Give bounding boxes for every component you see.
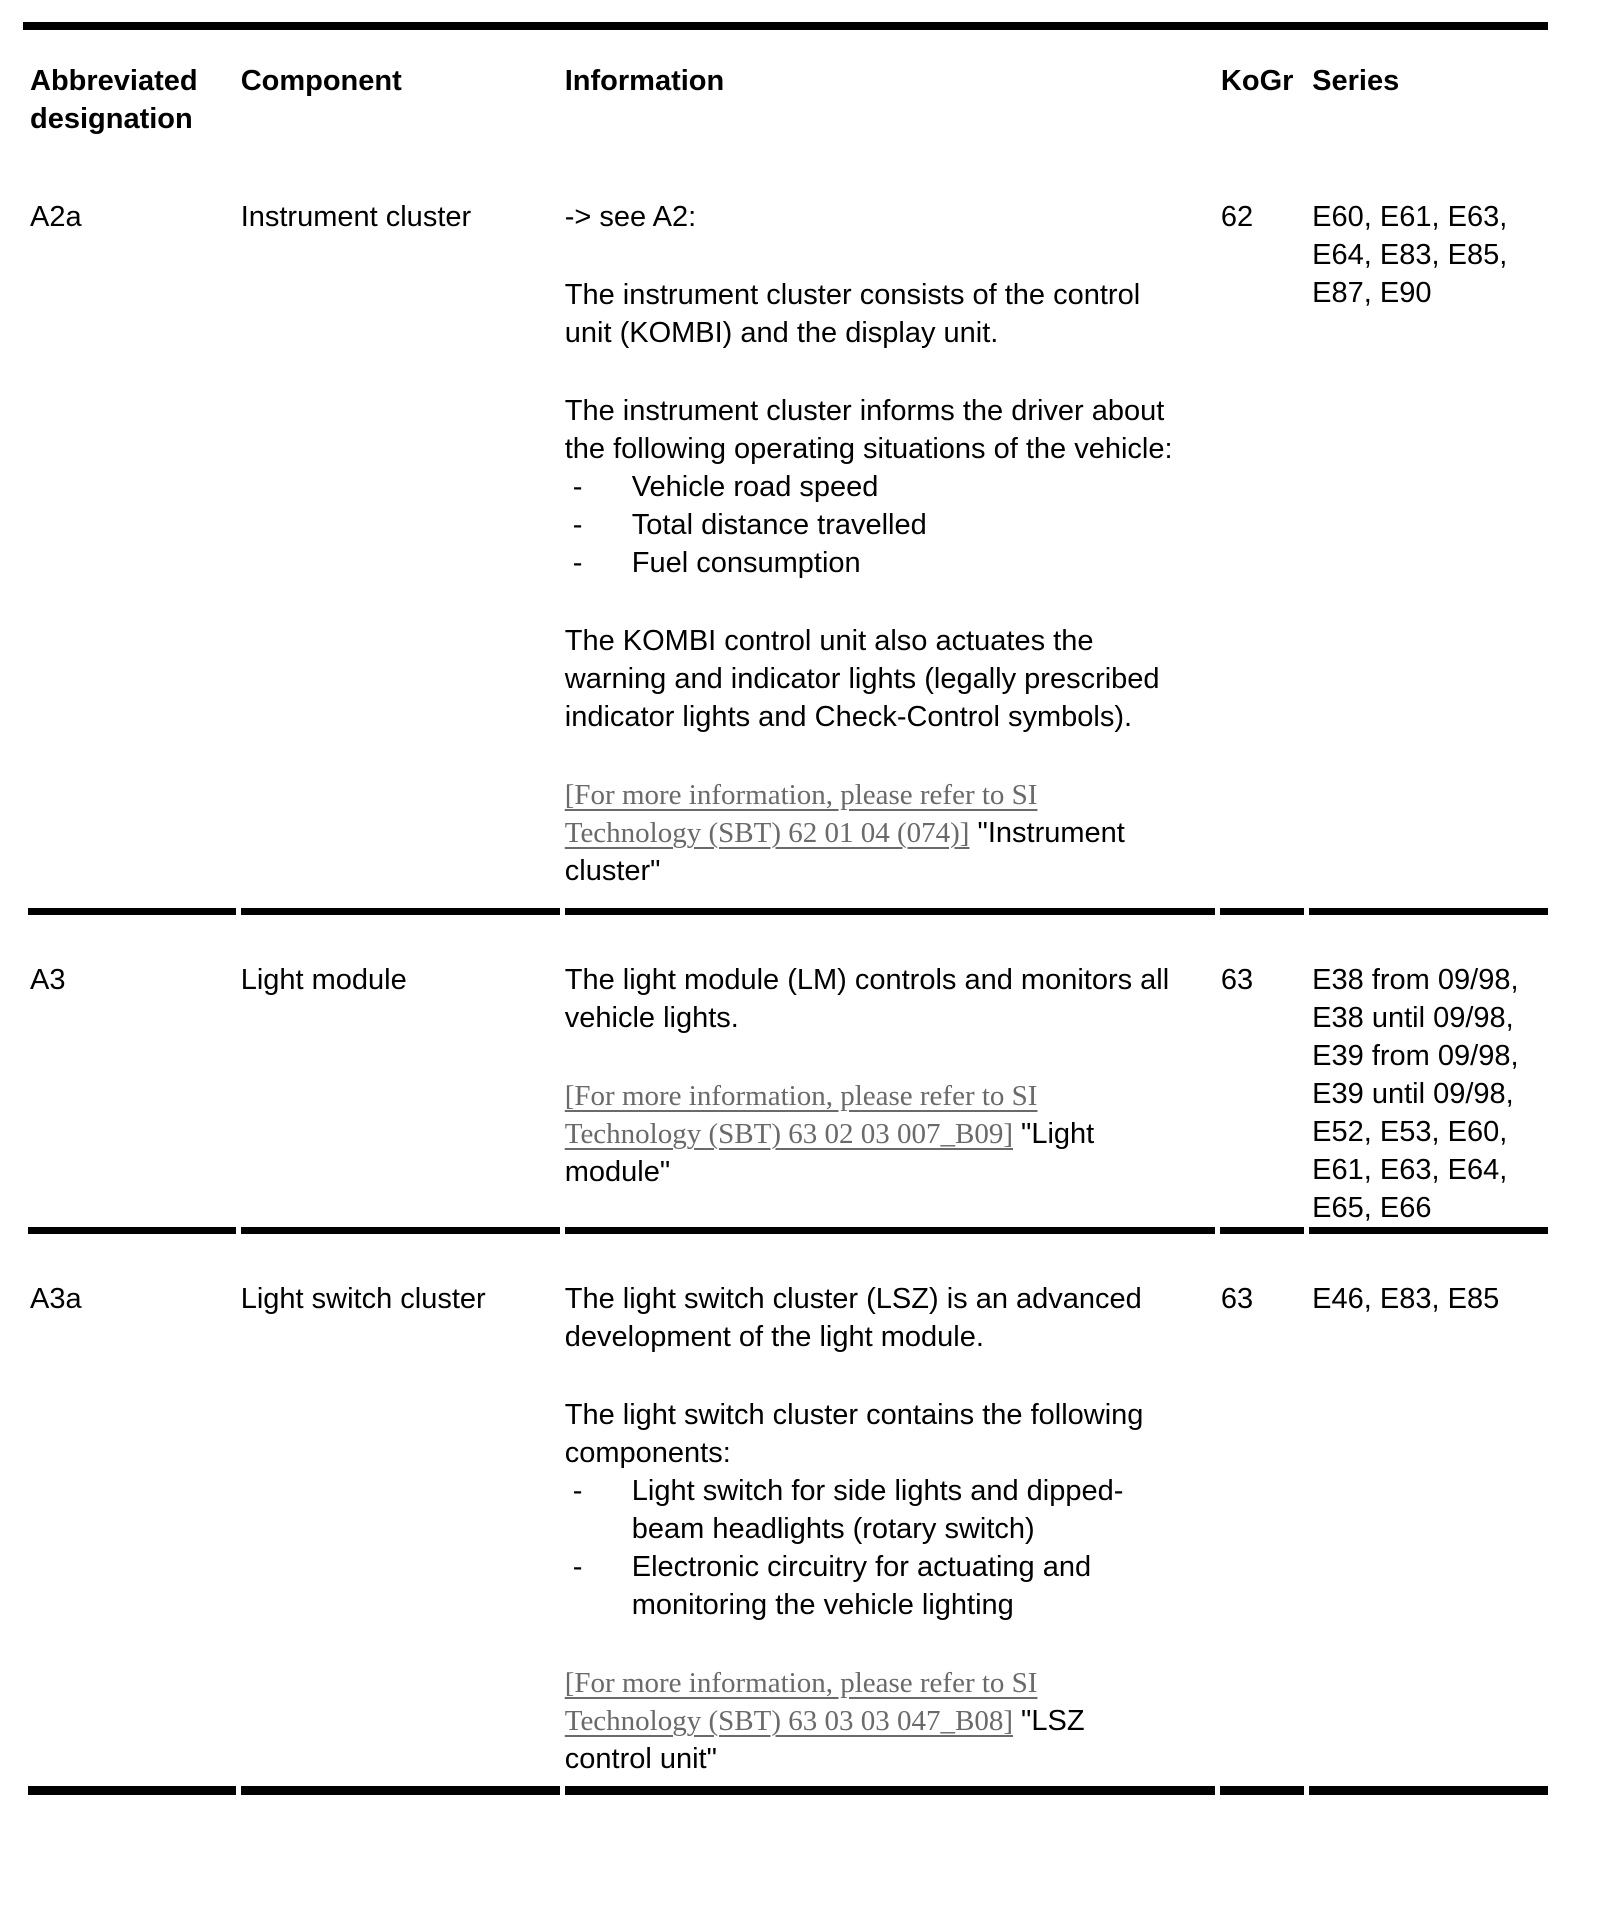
list-dash-icon: - xyxy=(572,471,583,503)
table-top-rule xyxy=(23,22,1548,30)
list-dash-icon: - xyxy=(572,1551,583,1583)
link-suffix-text: "Instrument cluster" xyxy=(564,817,1125,887)
col-header-series: Series xyxy=(1312,65,1400,97)
col-header-abbreviated-designation: Abbreviated designation xyxy=(30,65,198,135)
si-technology-link[interactable]: [For more information, please refer to SI Technology (SBT) 63 02 03 007_B09] xyxy=(564,1080,1038,1150)
info-paragraph: -> see A2: xyxy=(564,201,697,233)
cell-kogr: 62 xyxy=(1220,138,1304,915)
info-paragraph: The instrument cluster consists of the control unit (KOMBI) and the display unit. xyxy=(564,279,1141,349)
list-item xyxy=(565,468,1175,506)
si-technology-link[interactable]: [For more information, please refer to SI Technology (SBT) 62 01 04 (074)] xyxy=(564,779,1038,849)
cell-series: E46, E83, E85 xyxy=(1309,1234,1548,1795)
info-paragraph: The light switch cluster contains the following components: xyxy=(564,1399,1144,1469)
cell-abbreviated-designation: A3 xyxy=(28,915,236,1234)
table-row xyxy=(28,1234,1548,1795)
list-item xyxy=(565,1472,1175,1548)
list-dash-icon: - xyxy=(572,1475,583,1507)
table-row xyxy=(28,138,1548,915)
list-item-text: Total distance travelled xyxy=(631,509,927,541)
info-paragraph: The KOMBI control unit also actuates the warning and indicator lights (legally prescribed indicator lights and Check-Control symbols). xyxy=(564,625,1160,733)
info-link-paragraph xyxy=(565,1077,1175,1191)
list-item xyxy=(565,544,1175,582)
cell-component: Instrument cluster xyxy=(241,138,560,915)
cell-information xyxy=(565,1234,1215,1795)
cell-kogr: 63 xyxy=(1220,915,1304,1234)
info-link-paragraph xyxy=(565,1664,1175,1778)
info-list xyxy=(565,468,1175,582)
info-link-paragraph xyxy=(565,776,1175,890)
link-suffix-text: "Light module" xyxy=(564,1118,1095,1188)
col-header-kogr: KoGr xyxy=(1220,65,1294,97)
cell-kogr: 63 xyxy=(1220,1234,1304,1795)
link-suffix-text: "LSZ control unit" xyxy=(564,1705,1085,1775)
list-item-text: Fuel consumption xyxy=(631,547,861,579)
list-item xyxy=(565,1548,1175,1624)
col-header-information: Information xyxy=(564,65,725,97)
table-row xyxy=(28,915,1548,1234)
list-item-text: Electronic circuitry for actuating and monitoring the vehicle lighting xyxy=(631,1551,1092,1621)
cell-information xyxy=(565,138,1215,915)
cell-information xyxy=(565,915,1215,1234)
cell-series: E60, E61, E63, E64, E83, E85, E87, E90 xyxy=(1309,138,1548,915)
list-item-text: Vehicle road speed xyxy=(631,471,879,503)
cell-component: Light module xyxy=(241,915,560,1234)
cell-abbreviated-designation: A2a xyxy=(28,138,236,915)
component-table xyxy=(23,30,1553,1795)
cell-component: Light switch cluster xyxy=(241,1234,560,1795)
list-item xyxy=(565,506,1175,544)
info-paragraph: The light switch cluster (LSZ) is an advanced development of the light module. xyxy=(564,1283,1142,1353)
list-dash-icon: - xyxy=(572,509,583,541)
list-item-text: Light switch for side lights and dipped-beam headlights (rotary switch) xyxy=(631,1475,1124,1545)
cell-abbreviated-designation: A3a xyxy=(28,1234,236,1795)
table-header-row xyxy=(28,30,1548,138)
si-technology-link[interactable]: [For more information, please refer to SI Technology (SBT) 63 03 03 047_B08] xyxy=(564,1667,1038,1737)
list-dash-icon: - xyxy=(572,547,583,579)
info-paragraph: The light module (LM) controls and monitors all vehicle lights. xyxy=(564,964,1170,1034)
info-list xyxy=(565,1472,1175,1624)
col-header-component: Component xyxy=(240,65,402,97)
info-paragraph: The instrument cluster informs the driver about the following operating situations of the vehicle: xyxy=(564,395,1173,465)
cell-series: E38 from 09/98, E38 until 09/98, E39 from 09/98, E39 until 09/98, E52, E53, E60, E61, E63, E64, E65, E66 xyxy=(1309,915,1548,1234)
